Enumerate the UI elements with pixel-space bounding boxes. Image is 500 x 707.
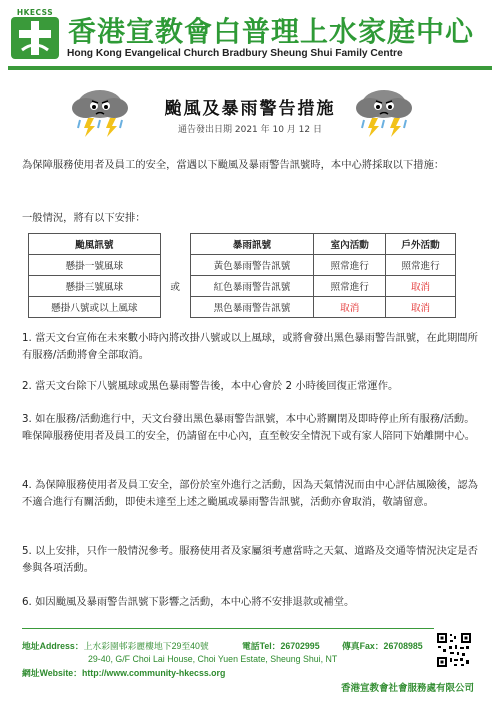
outdoor-activity-cell: 取消	[386, 297, 456, 318]
warning-table	[28, 233, 456, 318]
website-link[interactable]: http://www.community-hkecss.org	[81, 668, 226, 678]
outdoor-activity-cell: 照常進行	[386, 255, 456, 276]
note-item: 6. 如因颱風及暴雨警告訊號下影響之活動，本中心將不安排退款或補堂。	[22, 596, 355, 608]
fax: 傳真Fax：26708985	[342, 641, 423, 651]
footer-website-line	[22, 666, 225, 679]
note-item: 2. 當天文台除下八號風球或黑色暴雨警告後，本中心會於 2 小時後回復正常運作。	[22, 380, 399, 392]
org-name-en: Hong Kong Evangelical Church Bradbury Sheung Shui Family Centre	[67, 48, 403, 59]
indoor-activity-cell: 取消	[314, 297, 386, 318]
address-label: 地址Address：	[22, 641, 84, 651]
general-label: 一般情況，將有以下安排：	[22, 212, 146, 224]
header-divider	[8, 66, 492, 70]
typhoon-signal-cell: 懸掛一號風球	[29, 255, 161, 276]
address-zh: 上水彩園邨彩麗樓地下29至40號	[83, 641, 209, 651]
note-item: 1. 當天文台宣佈在未來數小時內將改掛八號或以上風球，或將會發出黑色暴雨警告訊號，在此期間所有服務/活動將會全部取消。	[22, 332, 478, 361]
footer-signature: 香港宣教會社會服務處有限公司	[340, 683, 474, 694]
typhoon-signal-cell: 懸掛八號或以上風球	[29, 297, 161, 318]
table-header-row	[29, 234, 456, 255]
rainstorm-signal-cell: 黑色暴雨警告訊號	[190, 297, 314, 318]
footer-address-line	[22, 639, 209, 652]
footer-phone	[242, 639, 320, 652]
table-header-cell: 暴雨訊號	[190, 234, 314, 255]
table-header-cell: 颱風訊號	[29, 234, 161, 255]
intro-paragraph: 為保障服務使用者及員工的安全，當遇以下颱風及暴雨警告訊號時，本中心將採取以下措施：	[22, 159, 445, 171]
table-row	[29, 297, 456, 318]
typhoon-signal-cell: 懸掛三號風球	[29, 276, 161, 297]
indoor-activity-cell: 照常進行	[314, 276, 386, 297]
note-item: 4. 為保障服務使用者及員工安全，部份於室外進行之活動，因為天氣情況而由中心評估風險後，認為不適合進行有關活動，即使未達至上述之颱風或暴雨警告訊號，活動亦會取消，敬請留意。	[22, 479, 478, 508]
rainstorm-signal-cell: 紅色暴雨警告訊號	[190, 276, 314, 297]
table-row	[29, 255, 456, 276]
org-name-zh: 香港宣教會白普理上水家庭中心	[68, 15, 475, 48]
note-item: 5. 以上安排，只作一般情況參考。服務使用者及家屬須考慮當時之天氣、道路及交通等情況決定是否參與各項活動。	[22, 545, 478, 574]
note-item: 3. 如在服務/活動進行中，天文台發出黑色暴雨警告訊號，本中心將關閉及即時停止所有服務/活動。唯保障服務使用者及員工的安全，仍請留在中心內，直至較安全情況下或有家人陪同下始離開中心。	[22, 413, 476, 442]
qr-code-icon[interactable]	[436, 632, 472, 668]
issue-date: 通告發出日期 2021 年 10 月 12 日	[178, 125, 322, 135]
table-row	[29, 276, 456, 297]
website-label: 網址Website：	[22, 668, 82, 678]
footer-fax	[342, 639, 423, 652]
indoor-activity-cell: 照常進行	[314, 255, 386, 276]
or-label: 或	[160, 255, 190, 318]
table-header-cell: 室內活動	[314, 234, 386, 255]
tel: 電話Tel：26702995	[242, 641, 320, 651]
logo-text: HKECSS	[16, 8, 54, 17]
notice-title: 颱風及暴雨警告措施	[164, 99, 336, 119]
outdoor-activity-cell: 取消	[386, 276, 456, 297]
footer-divider	[22, 628, 434, 629]
table-header-cell	[160, 234, 190, 255]
table-header-cell: 戶外活動	[386, 234, 456, 255]
rainstorm-signal-cell: 黃色暴雨警告訊號	[190, 255, 314, 276]
address-en: 29-40, G/F Choi Lai House, Choi Yuen Estate, Sheung Shui, NT	[88, 654, 338, 664]
